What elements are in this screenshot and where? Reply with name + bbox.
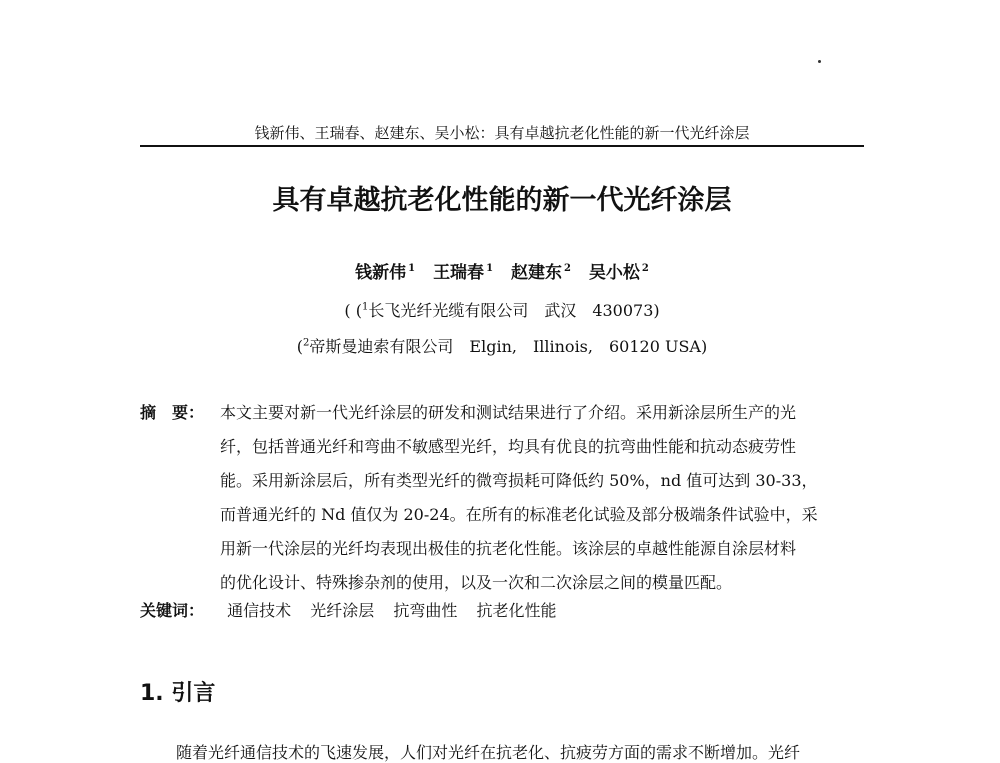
affiliation-2 [140, 334, 864, 357]
author-mark: 2 [641, 263, 649, 275]
affiliation-text: 帝斯曼迪索有限公司 Elgin, Illinois, 60120 USA) [309, 337, 708, 356]
author [355, 263, 415, 283]
header-rule [140, 145, 864, 147]
author-mark: 1 [408, 263, 416, 275]
abstract-label: 摘 要： [140, 403, 205, 422]
keywords-label: 关键词： [140, 601, 205, 620]
author-name: 钱新伟 [355, 263, 407, 283]
abstract-line: 而普通光纤的 Nd 值仅为 20-24。在所有的标准老化试验及部分极端条件试验中，采 [220, 505, 818, 524]
paper-title: 具有卓越抗老化性能的新一代光纤涂层 [272, 185, 732, 216]
affiliation-prefix: ( [296, 337, 304, 356]
author [511, 263, 571, 283]
author-name: 王瑞春 [433, 263, 485, 283]
running-header: 钱新伟、王瑞春、赵建东、吴小松：具有卓越抗老化性能的新一代光纤涂层 [254, 124, 750, 142]
abstract-line: 纤，包括普通光纤和弯曲不敏感型光纤，均具有优良的抗弯曲性能和抗动态疲劳性 [220, 437, 797, 456]
section-heading: 1. 引言 [140, 681, 216, 706]
author-list [140, 258, 864, 283]
affiliation-mark: 2 [303, 337, 310, 349]
keyword: 抗老化性能 [476, 601, 557, 620]
keyword: 光纤涂层 [310, 601, 375, 620]
keyword: 抗弯曲性 [393, 601, 458, 620]
author-name: 吴小松 [588, 263, 640, 283]
page-speck [818, 60, 821, 63]
author-name: 赵建东 [510, 263, 562, 283]
author-mark: 2 [563, 263, 571, 275]
body-paragraph-line: 随着光纤通信技术的飞速发展，人们对光纤在抗老化、抗疲劳方面的需求不断增加。光纤 [176, 743, 801, 762]
abstract-line: 能。采用新涂层后，所有类型光纤的微弯损耗可降低约 50%，nd 值可达到 30-33， [220, 471, 818, 490]
keywords [140, 598, 570, 621]
author-mark: 1 [486, 263, 494, 275]
author [433, 263, 493, 283]
abstract-line: 用新一代涂层的光纤均表现出极佳的抗老化性能。该涂层的卓越性能源自涂层材料 [220, 539, 797, 558]
author [589, 263, 649, 283]
keyword: 通信技术 [227, 601, 292, 620]
affiliation-mark: 1 [361, 301, 369, 313]
affiliation-1 [140, 298, 864, 321]
abstract-line: 本文主要对新一代光纤涂层的研发和测试结果进行了介绍。采用新涂层所生产的光 [220, 403, 797, 422]
affiliation-prefix: ( ( [344, 301, 362, 320]
abstract-line: 的优化设计、特殊掺杂剂的使用，以及一次和二次涂层之间的模量匹配。 [220, 573, 733, 592]
affiliation-text: 长飞光纤光缆有限公司 武汉 430073) [368, 301, 660, 320]
